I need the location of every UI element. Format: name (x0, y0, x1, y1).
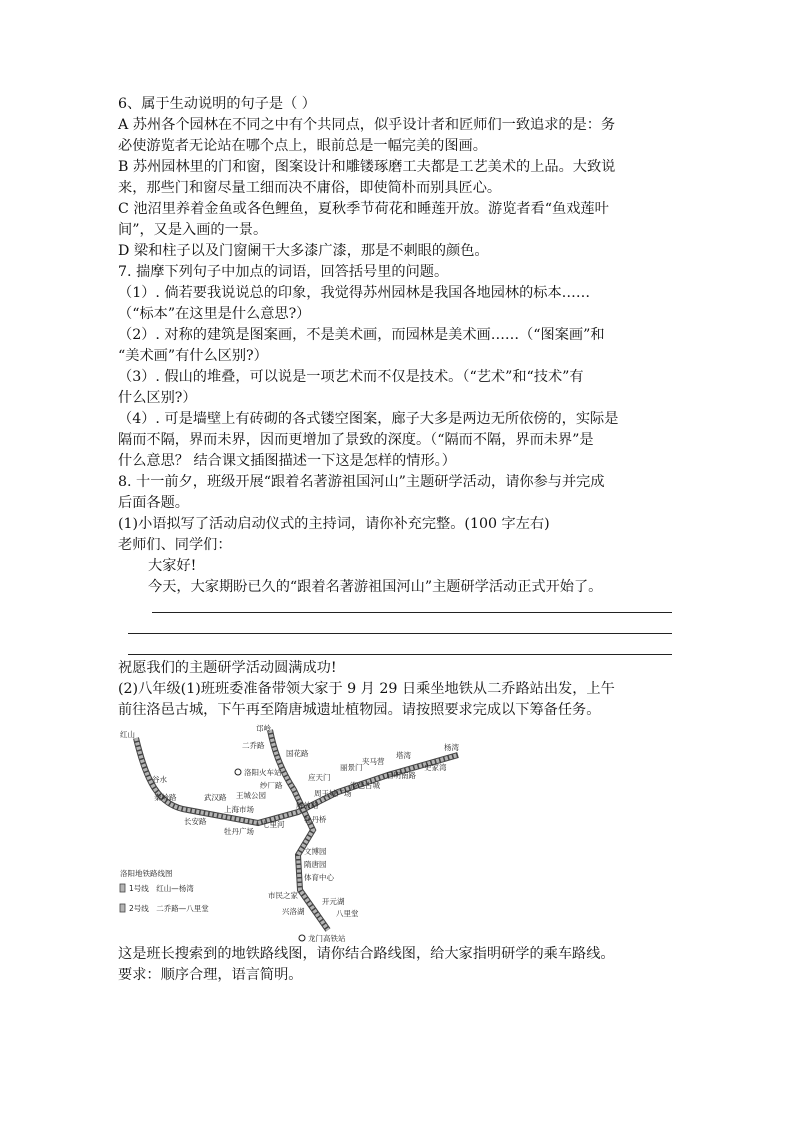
q6-option-a-line1: A 苏州各个园林在不同之中有个共同点，似乎设计者和匠师们一致追求的是：务 (118, 117, 616, 133)
station-shimin: 市民之家 (268, 891, 298, 900)
q7-item3-line2: 什么区别?） (118, 390, 197, 406)
station-mudan-guangchang: 牡丹广场 (224, 827, 254, 836)
wish-line: 祝愿我们的主题研学活动圆满成功! (118, 660, 337, 676)
station-luoyi: 洛邑古城 (350, 781, 380, 790)
railway-station-icon (235, 769, 241, 775)
q8-after-map (118, 944, 698, 986)
station-longmen: 龙门高铁站 (308, 934, 346, 943)
q7-stem: 7. 揣摩下列句子中加点的词语，回答括号里的问题。 (118, 264, 449, 280)
after-map-line2: 要求：顺序合理，语言简明。 (118, 967, 303, 983)
station-yingtianmen: 应天门 (308, 773, 331, 782)
answer-blank-line-2[interactable] (128, 633, 672, 634)
q6-option-d: D 梁和柱子以及门窗阑干大多漆广漆，那是不刺眼的颜色。 (118, 243, 489, 259)
station-wenbo: 文博园 (304, 847, 327, 856)
greeting-3: 今天，大家期盼已久的“跟着名著游祖国河山”主题研学活动正式开始了。 (148, 579, 603, 595)
station-erqiao: 二乔路 (242, 741, 265, 750)
q8-part2 (118, 658, 678, 721)
station-guohua: 国花路 (286, 749, 309, 758)
q7-item1-line1: （1）. 倘若要我说说总的印象，我觉得苏州园林是我国各地园林的标本…… (118, 285, 591, 301)
q7-item3-line1: （3）. 假山的堆叠，可以说是一项艺术而不仅是技术。（“艺术”和“技术”有 (118, 369, 584, 385)
station-mudanqiao: 牡丹桥 (304, 815, 327, 824)
station-lijingmen: 丽景门 (340, 763, 363, 772)
q7-item1-line2: （“标本”在这里是什么意思?） (118, 306, 311, 322)
station-suitang: 隋唐园 (304, 860, 327, 869)
station-qiming: 启明南路 (386, 771, 416, 780)
station-xingluo: 兴洛湖 (282, 907, 305, 916)
station-zhouwang: 周王城广场 (314, 789, 352, 798)
after-map-line1: 这是班长搜索到的地铁路线图，请你结合路线图，给大家指明研学的乘车路线。 (118, 946, 615, 962)
metro-line-2-edge (270, 730, 328, 930)
q6-option-c-line2: 间”，又是入画的一景。 (118, 222, 268, 238)
q6-option-b-line1: B 苏州园林里的门和窗，图案设计和雕镂琢磨工夫都是工艺美术的上品。大致说 (118, 159, 616, 175)
station-wuhan: 武汉路 (204, 793, 227, 802)
q6-stem: 6、属于生动说明的句子是（ ） (118, 96, 316, 112)
station-qilihe: 七里河 (262, 820, 285, 829)
station-kaiyuan: 开元湖 (322, 897, 345, 906)
q7-item4-line3: 什么意思？ 结合课文插图描述一下这是怎样的情形。） (118, 453, 456, 469)
q8-stem-line1: 8. 十一前夕，班级开展“跟着名著游祖国河山”主题研学活动，请你参与并完成 (118, 474, 605, 490)
q6-option-a-line2: 必使游览者无论站在哪个点上，眼前总是一幅完美的图画。 (118, 138, 487, 154)
q7-item4-line1: （4）. 可是墙壁上有砖砌的各式镂空图案，廊子大多是两边无所依傍的，实际是 (118, 411, 619, 427)
answer-blank-line-1[interactable] (152, 612, 672, 613)
station-wangcheng: 王城公园 (236, 791, 266, 800)
station-shanghai: 上海市场 (224, 805, 254, 814)
station-gushui: 谷水 (152, 775, 167, 784)
station-yangwan: 杨湾 (444, 743, 459, 752)
station-huochezhan: 洛阳火车站 (244, 768, 282, 777)
station-tawan: 塔湾 (396, 751, 411, 760)
station-hongshan: 红山 (120, 730, 135, 739)
station-qinling: 秦岭路 (154, 793, 177, 802)
station-shijiawan: 史家湾 (424, 763, 447, 772)
greeting-2: 大家好! (148, 558, 197, 574)
q8-stem-line2: 后面各题。 (118, 495, 189, 511)
q6-option-b-line2: 来，那些门和窗尽量工细而决不庸俗，即使简朴而别具匠心。 (118, 180, 502, 196)
station-changan: 长安路 (184, 817, 207, 826)
document-body (118, 94, 678, 598)
q7-item2-line2: “美术画”有什么区别?） (118, 348, 268, 364)
station-youling: 邙岭 (256, 724, 271, 733)
greeting-1: 老师们、同学们： (118, 537, 232, 553)
metro-map (118, 720, 478, 945)
q8-part1: (1)小语拟写了活动启动仪式的主持词，请你补充完整。(100 字左右) (118, 516, 550, 532)
station-jiefang: 解放路 (296, 801, 319, 810)
q6-option-c-line1: C 池沼里养着金鱼或各色鲤鱼，夏秋季节荷花和睡莲开放。游览者看“鱼戏莲叶 (118, 201, 609, 217)
legend-line2-swatch (120, 904, 125, 912)
q8-part2-line2: 前往洛邑古城，下午再至隋唐城遗址植物园。请按照要求完成以下筹备任务。 (118, 702, 601, 718)
answer-blank-line-3[interactable] (128, 654, 672, 655)
legend-title: 洛阳地铁路线图 (120, 869, 173, 878)
legend-line1: 1号线 红山—杨湾 (129, 884, 194, 893)
map-legend (120, 868, 209, 913)
legend-line2: 2号线 二乔路—八里堂 (129, 904, 209, 913)
q7-item4-line2: 隔而不隔，界而未界，因而更增加了景致的深度。（“隔而不隔，界而未界”是 (118, 432, 594, 448)
station-tiyu: 体育中心 (304, 873, 334, 882)
q8-part2-line1: (2)八年级(1)班班委准备带领大家于 9 月 29 日乘坐地铁从二乔路站出发，上午 (118, 681, 615, 697)
q7-item2-line1: （2）. 对称的建筑是图案画，不是美术画，而园林是美术画……（“图案画”和 (118, 327, 605, 343)
station-shachang: 纱厂路 (260, 781, 283, 790)
high-speed-station-icon (299, 935, 305, 941)
station-balitang: 八里堂 (336, 909, 359, 918)
legend-line1-swatch (120, 884, 125, 892)
station-jiamaying: 夹马营 (362, 757, 385, 766)
